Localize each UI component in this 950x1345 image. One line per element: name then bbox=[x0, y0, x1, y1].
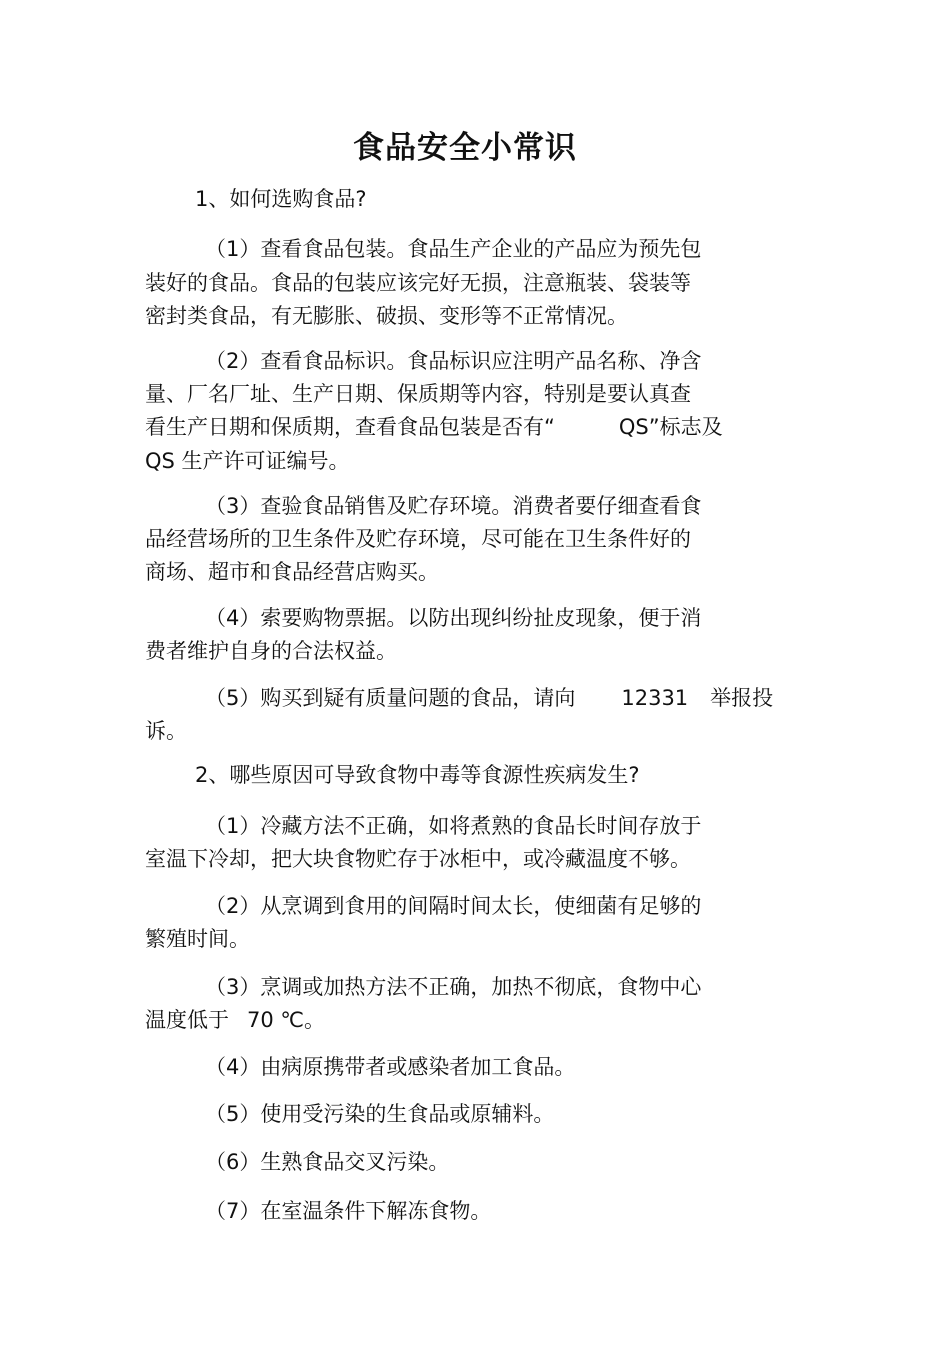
paragraph-line: 繁殖时间。 bbox=[145, 927, 250, 951]
paragraph-line: QS 生产许可证编号。 bbox=[145, 449, 350, 473]
text-span: 温度低于 bbox=[145, 1008, 229, 1032]
paragraph-line: （7）在室温条件下解冻食物。 bbox=[205, 1199, 492, 1223]
paragraph-line: 商场、超市和食品经营店购买。 bbox=[145, 560, 439, 584]
paragraph-line: （3）烹调或加热方法不正确，加热不彻底，食物中心 bbox=[205, 975, 702, 999]
paragraph-line: 品经营场所的卫生条件及贮存环境，尽可能在卫生条件好的 bbox=[145, 527, 691, 551]
temperature-value: 70 ℃。 bbox=[247, 1008, 325, 1032]
paragraph-line: （4）由病原携带者或感染者加工食品。 bbox=[205, 1055, 576, 1079]
qs-mark-text: QS”标志及 bbox=[618, 415, 723, 439]
paragraph-line bbox=[205, 683, 773, 713]
paragraph-line: （1）冷藏方法不正确，如将煮熟的食品长时间存放于 bbox=[205, 814, 702, 838]
page-title: 食品安全小常识 bbox=[353, 130, 577, 166]
text-span: 举报投 bbox=[710, 686, 774, 710]
paragraph-line: （6）生熟食品交叉污染。 bbox=[205, 1150, 450, 1174]
paragraph-line: 诉。 bbox=[145, 719, 187, 743]
paragraph-line: （2）从烹调到食用的间隔时间太长，使细菌有足够的 bbox=[205, 894, 702, 918]
hotline-number: 12331 bbox=[621, 686, 689, 710]
paragraph-line: 费者维护自身的合法权益。 bbox=[145, 639, 397, 663]
paragraph-line: 密封类食品，有无膨胀、破损、变形等不正常情况。 bbox=[145, 304, 628, 328]
paragraph-line: （1）查看食品包装。食品生产企业的产品应为预先包 bbox=[205, 237, 702, 261]
paragraph-line bbox=[145, 1005, 325, 1035]
paragraph-line bbox=[145, 412, 723, 442]
paragraph-line: （3）查验食品销售及贮存环境。消费者要仔细查看食 bbox=[205, 494, 702, 518]
section-heading: 2、哪些原因可导致食物中毒等食源性疾病发生? bbox=[195, 763, 640, 787]
text-span: （5）购买到疑有质量问题的食品，请向 bbox=[205, 686, 576, 710]
paragraph-line: （4）索要购物票据。以防出现纠纷扯皮现象，便于消 bbox=[205, 606, 702, 630]
text-span: 看生产日期和保质期，查看食品包装是否有“ bbox=[145, 415, 555, 439]
paragraph-line: （2）查看食品标识。食品标识应注明产品名称、净含 bbox=[205, 349, 702, 373]
paragraph-line: 装好的食品。食品的包装应该完好无损，注意瓶装、袋装等 bbox=[145, 271, 691, 295]
paragraph-line: （5）使用受污染的生食品或原辅料。 bbox=[205, 1102, 555, 1126]
paragraph-line: 室温下冷却，把大块食物贮存于冰柜中，或冷藏温度不够。 bbox=[145, 847, 691, 871]
section-heading: 1、如何选购食品? bbox=[195, 187, 367, 211]
paragraph-line: 量、厂名厂址、生产日期、保质期等内容，特别是要认真查 bbox=[145, 382, 691, 406]
